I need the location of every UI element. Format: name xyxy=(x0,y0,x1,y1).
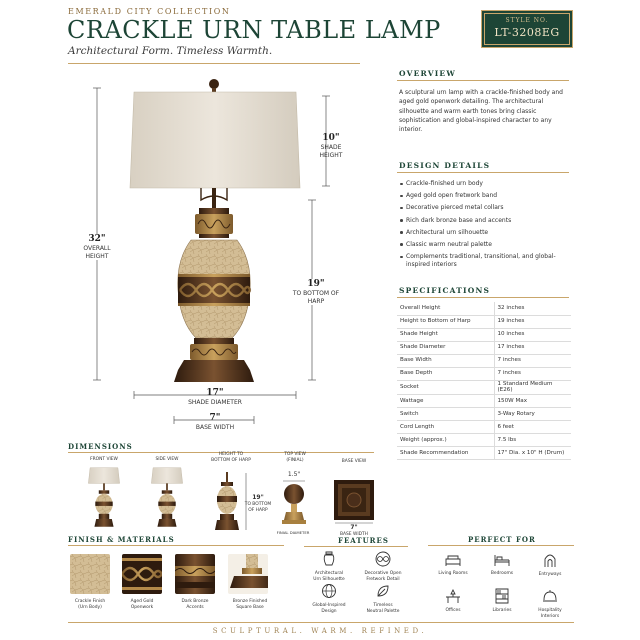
room-label: Living Rooms xyxy=(438,571,468,576)
dimensions-title: DIMENSIONS xyxy=(68,442,133,451)
spec-value-cell: 1 Standard Medium (E26) xyxy=(494,380,571,394)
spec-value-cell: 150W Max xyxy=(494,394,571,407)
room-item xyxy=(526,552,574,578)
feature-label xyxy=(358,603,408,614)
overall-height-text-2: HEIGHT xyxy=(85,252,109,260)
feature-label-line: Decorative Open xyxy=(364,571,402,576)
list-item: Aged gold open fretwork band xyxy=(399,192,575,200)
swatch-aged-gold xyxy=(122,554,162,594)
swatch-label-line: Aged Gold xyxy=(130,599,154,604)
shade-diameter-text: SHADE DIAMETER xyxy=(188,399,242,407)
base-view-drawing xyxy=(334,480,374,520)
desk-icon xyxy=(444,589,462,608)
overall-height-value: 32" xyxy=(88,234,106,244)
perfect-for-divider xyxy=(428,545,574,546)
spec-name-cell: Overall Height xyxy=(397,302,494,315)
harp-height-text: TO BOTTOM OF xyxy=(292,290,340,298)
spec-name-cell: Shade Diameter xyxy=(397,341,494,354)
table-row xyxy=(397,354,571,367)
style-number-label: STYLE NO. xyxy=(505,17,549,24)
shade-diameter-value: 17" xyxy=(206,388,224,398)
spec-name-cell: Switch xyxy=(397,407,494,420)
bed-icon xyxy=(493,552,511,571)
shade-diameter-label xyxy=(160,388,270,407)
spec-name-cell: Shade Recommendation xyxy=(397,446,494,459)
product-tagline: Architectural Form. Timeless Warmth. xyxy=(68,45,273,57)
design-details-divider xyxy=(397,172,569,173)
spec-name-cell: Shade Height xyxy=(397,328,494,341)
list-item: Decorative pierced metal collars xyxy=(399,204,575,212)
specifications-divider xyxy=(397,297,569,298)
shade-height-text: SHADE xyxy=(320,144,342,152)
table-row xyxy=(397,367,571,380)
features-divider xyxy=(304,546,408,547)
spec-value-cell: 32 inches xyxy=(494,302,571,315)
room-item xyxy=(478,552,526,577)
feature-label-line: Design xyxy=(321,608,337,614)
top-view-label xyxy=(278,452,312,463)
swatch-bronze-base xyxy=(228,554,268,594)
harp-view-text: HEIGHT TO xyxy=(218,452,244,457)
urn-icon xyxy=(321,552,337,571)
list-item: Crackle-finished urn body xyxy=(399,180,575,188)
swatch-label-line: Dark Bronze xyxy=(181,599,209,604)
finish-title: FINISH & MATERIALS xyxy=(68,535,175,544)
spec-name-cell: Cord Length xyxy=(397,420,494,433)
fretwork-band xyxy=(178,274,250,306)
feature-label-line: Neutral Palette xyxy=(366,608,400,614)
table-row xyxy=(397,315,571,328)
harp-height-value: 19" xyxy=(307,279,325,289)
footer-tagline: SCULPTURAL. WARM. REFINED. xyxy=(212,627,428,635)
front-view-label: FRONT VIEW xyxy=(90,457,118,462)
table-row xyxy=(397,433,571,446)
spec-name-cell: Height to Bottom of Harp xyxy=(397,315,494,328)
arch-door-icon xyxy=(543,553,557,572)
front-view-lamp xyxy=(84,466,124,532)
swatch-label-line: Accents xyxy=(186,604,204,610)
room-label: Offices xyxy=(445,608,461,613)
feature-label xyxy=(358,571,408,582)
overall-height-text: OVERALL xyxy=(83,245,111,253)
spec-value-cell: 7 inches xyxy=(494,367,571,380)
lower-collar xyxy=(190,344,238,360)
fretwork-icon xyxy=(375,552,391,571)
harp-height-text-2: HARP xyxy=(307,297,325,305)
swatch-label-line: Crackle Finish xyxy=(74,599,106,604)
header-divider xyxy=(68,63,360,64)
room-label-line: Hospitality xyxy=(538,608,562,613)
feature-item xyxy=(306,583,352,614)
spec-value-cell: 6 feet xyxy=(494,420,571,433)
feature-label-line: Urn Silhouette xyxy=(313,576,345,582)
harp-small-value: 19" xyxy=(252,494,264,501)
swatch-label xyxy=(62,599,118,610)
room-item xyxy=(478,588,526,614)
overview-title: OVERVIEW xyxy=(399,69,456,78)
room-label xyxy=(526,608,574,619)
design-details-title: DESIGN DETAILS xyxy=(399,161,491,170)
harp-height-label xyxy=(288,279,344,305)
spec-name-cell: Socket xyxy=(397,380,494,394)
perfect-for-grid xyxy=(428,552,576,622)
swatch-label-line: Square Base xyxy=(236,604,264,610)
room-label: Libraries xyxy=(492,608,512,613)
swatch-label-line: (Urn Body) xyxy=(78,604,102,610)
swatch-label xyxy=(220,599,280,610)
table-row xyxy=(397,394,571,407)
feature-item xyxy=(358,551,408,582)
overview-divider xyxy=(397,80,569,81)
list-item: Complements traditional, transitional, and global-inspired interiors xyxy=(399,253,575,269)
specifications-table xyxy=(397,302,571,460)
side-view-label: SIDE VIEW xyxy=(155,457,179,462)
table-row xyxy=(397,302,571,315)
globe-icon xyxy=(321,584,337,603)
lamp-neck xyxy=(212,188,216,208)
feature-label-line: Architectural xyxy=(314,571,344,576)
base-width-label xyxy=(175,413,255,432)
overview-text: A sculptural urn lamp with a crackle-finished body and aged gold openwork detailing. The architectural silhouette and warm earth tones bring classic sophistication and global-inspired character to any interior. xyxy=(399,89,563,134)
finish-divider xyxy=(68,545,284,546)
swatch-label-line: Openwork xyxy=(130,604,154,610)
top-view-text-2: (FINIAL) xyxy=(286,457,304,463)
room-item xyxy=(428,588,478,614)
spec-name-cell: Base Depth xyxy=(397,367,494,380)
sofa-icon xyxy=(444,552,462,571)
table-row xyxy=(397,407,571,420)
room-label: Entryways xyxy=(538,572,562,577)
spec-name-cell: Wattage xyxy=(397,394,494,407)
swatch-label-line: Bronze Finished xyxy=(232,599,268,604)
harp-view-text-2: BOTTOM OF HARP xyxy=(211,457,251,463)
product-title: CRACKLE URN TABLE LAMP xyxy=(67,16,441,44)
feature-label xyxy=(306,571,352,582)
cloche-icon xyxy=(541,589,559,608)
room-item xyxy=(428,552,478,577)
feature-item xyxy=(358,583,408,614)
spec-value-cell: 19 inches xyxy=(494,315,571,328)
style-number-code: LT-3208EG xyxy=(494,26,560,39)
shade-height-text-2: HEIGHT xyxy=(319,151,343,159)
feature-label-line: Timeless xyxy=(373,603,393,608)
collection-name: EMERALD CITY COLLECTION xyxy=(68,7,231,16)
side-view-lamp xyxy=(147,466,187,532)
list-item: Architectural urn silhouette xyxy=(399,229,575,237)
swatch-label xyxy=(114,599,170,610)
specifications-title: SPECIFICATIONS xyxy=(399,286,491,295)
finial-label: FINIAL DIAMETER xyxy=(276,530,310,535)
spec-value-cell: 3-Way Rotary xyxy=(494,407,571,420)
spec-value-cell: 10 inches xyxy=(494,328,571,341)
swatch-dark-bronze xyxy=(175,554,215,594)
base-view-label: BASE VIEW xyxy=(341,459,367,464)
harp-view-label xyxy=(203,452,259,463)
spec-name-cell: Base Width xyxy=(397,354,494,367)
features-title: FEATURES xyxy=(338,536,389,545)
style-number-badge xyxy=(481,10,573,48)
lamp-shade xyxy=(130,92,300,188)
base-width-value: 7" xyxy=(209,413,221,423)
feature-item xyxy=(306,551,352,582)
perfect-for-title: PERFECT FOR xyxy=(468,535,536,544)
finial-value: 1.5" xyxy=(287,471,301,478)
list-item: Rich dark bronze base and accents xyxy=(399,217,575,225)
harp-view-lamp xyxy=(212,472,242,532)
room-label-line: Interiors xyxy=(540,613,560,619)
table-row xyxy=(397,446,571,459)
spec-value-cell: 7 inches xyxy=(494,354,571,367)
table-row xyxy=(397,341,571,354)
room-item xyxy=(526,588,574,619)
spec-value-cell: 7.5 lbs xyxy=(494,433,571,446)
table-row xyxy=(397,328,571,341)
feature-label-line: Global-Inspired xyxy=(312,603,346,608)
finial-drawing xyxy=(280,480,308,528)
design-details-list xyxy=(399,180,575,273)
bookshelf-icon xyxy=(494,589,510,608)
swatch-label xyxy=(167,599,223,610)
shade-height-value: 10" xyxy=(322,133,340,143)
feature-label-line: Fretwork Detail xyxy=(366,576,400,582)
shade-height-label xyxy=(311,133,351,159)
harp-small-text: TO BOTTOM xyxy=(244,501,272,507)
specifications-body xyxy=(397,302,571,459)
spec-value-cell: 17 inches xyxy=(494,341,571,354)
spec-name-cell: Weight (approx.) xyxy=(397,433,494,446)
footer-divider xyxy=(68,622,574,623)
harp-small-text-2: OF HARP xyxy=(248,507,268,513)
overall-height-label xyxy=(78,234,116,260)
harp-small-label xyxy=(243,494,273,513)
room-label: Bedrooms xyxy=(490,571,514,576)
lamp-base xyxy=(174,370,254,382)
finial xyxy=(209,79,219,89)
base-width-text: BASE WIDTH xyxy=(195,424,235,432)
top-view-text: TOP VIEW xyxy=(284,452,306,457)
leaf-icon xyxy=(375,584,391,603)
base-small-value: 7" xyxy=(350,524,358,531)
spec-value-cell: 17" Dia. x 10" H (Drum) xyxy=(494,446,571,459)
table-row xyxy=(397,420,571,433)
base-small-text: BASE WIDTH xyxy=(340,531,368,537)
list-item: Classic warm neutral palette xyxy=(399,241,575,249)
swatch-crackle xyxy=(70,554,110,594)
table-row xyxy=(397,380,571,394)
feature-label xyxy=(306,603,352,614)
